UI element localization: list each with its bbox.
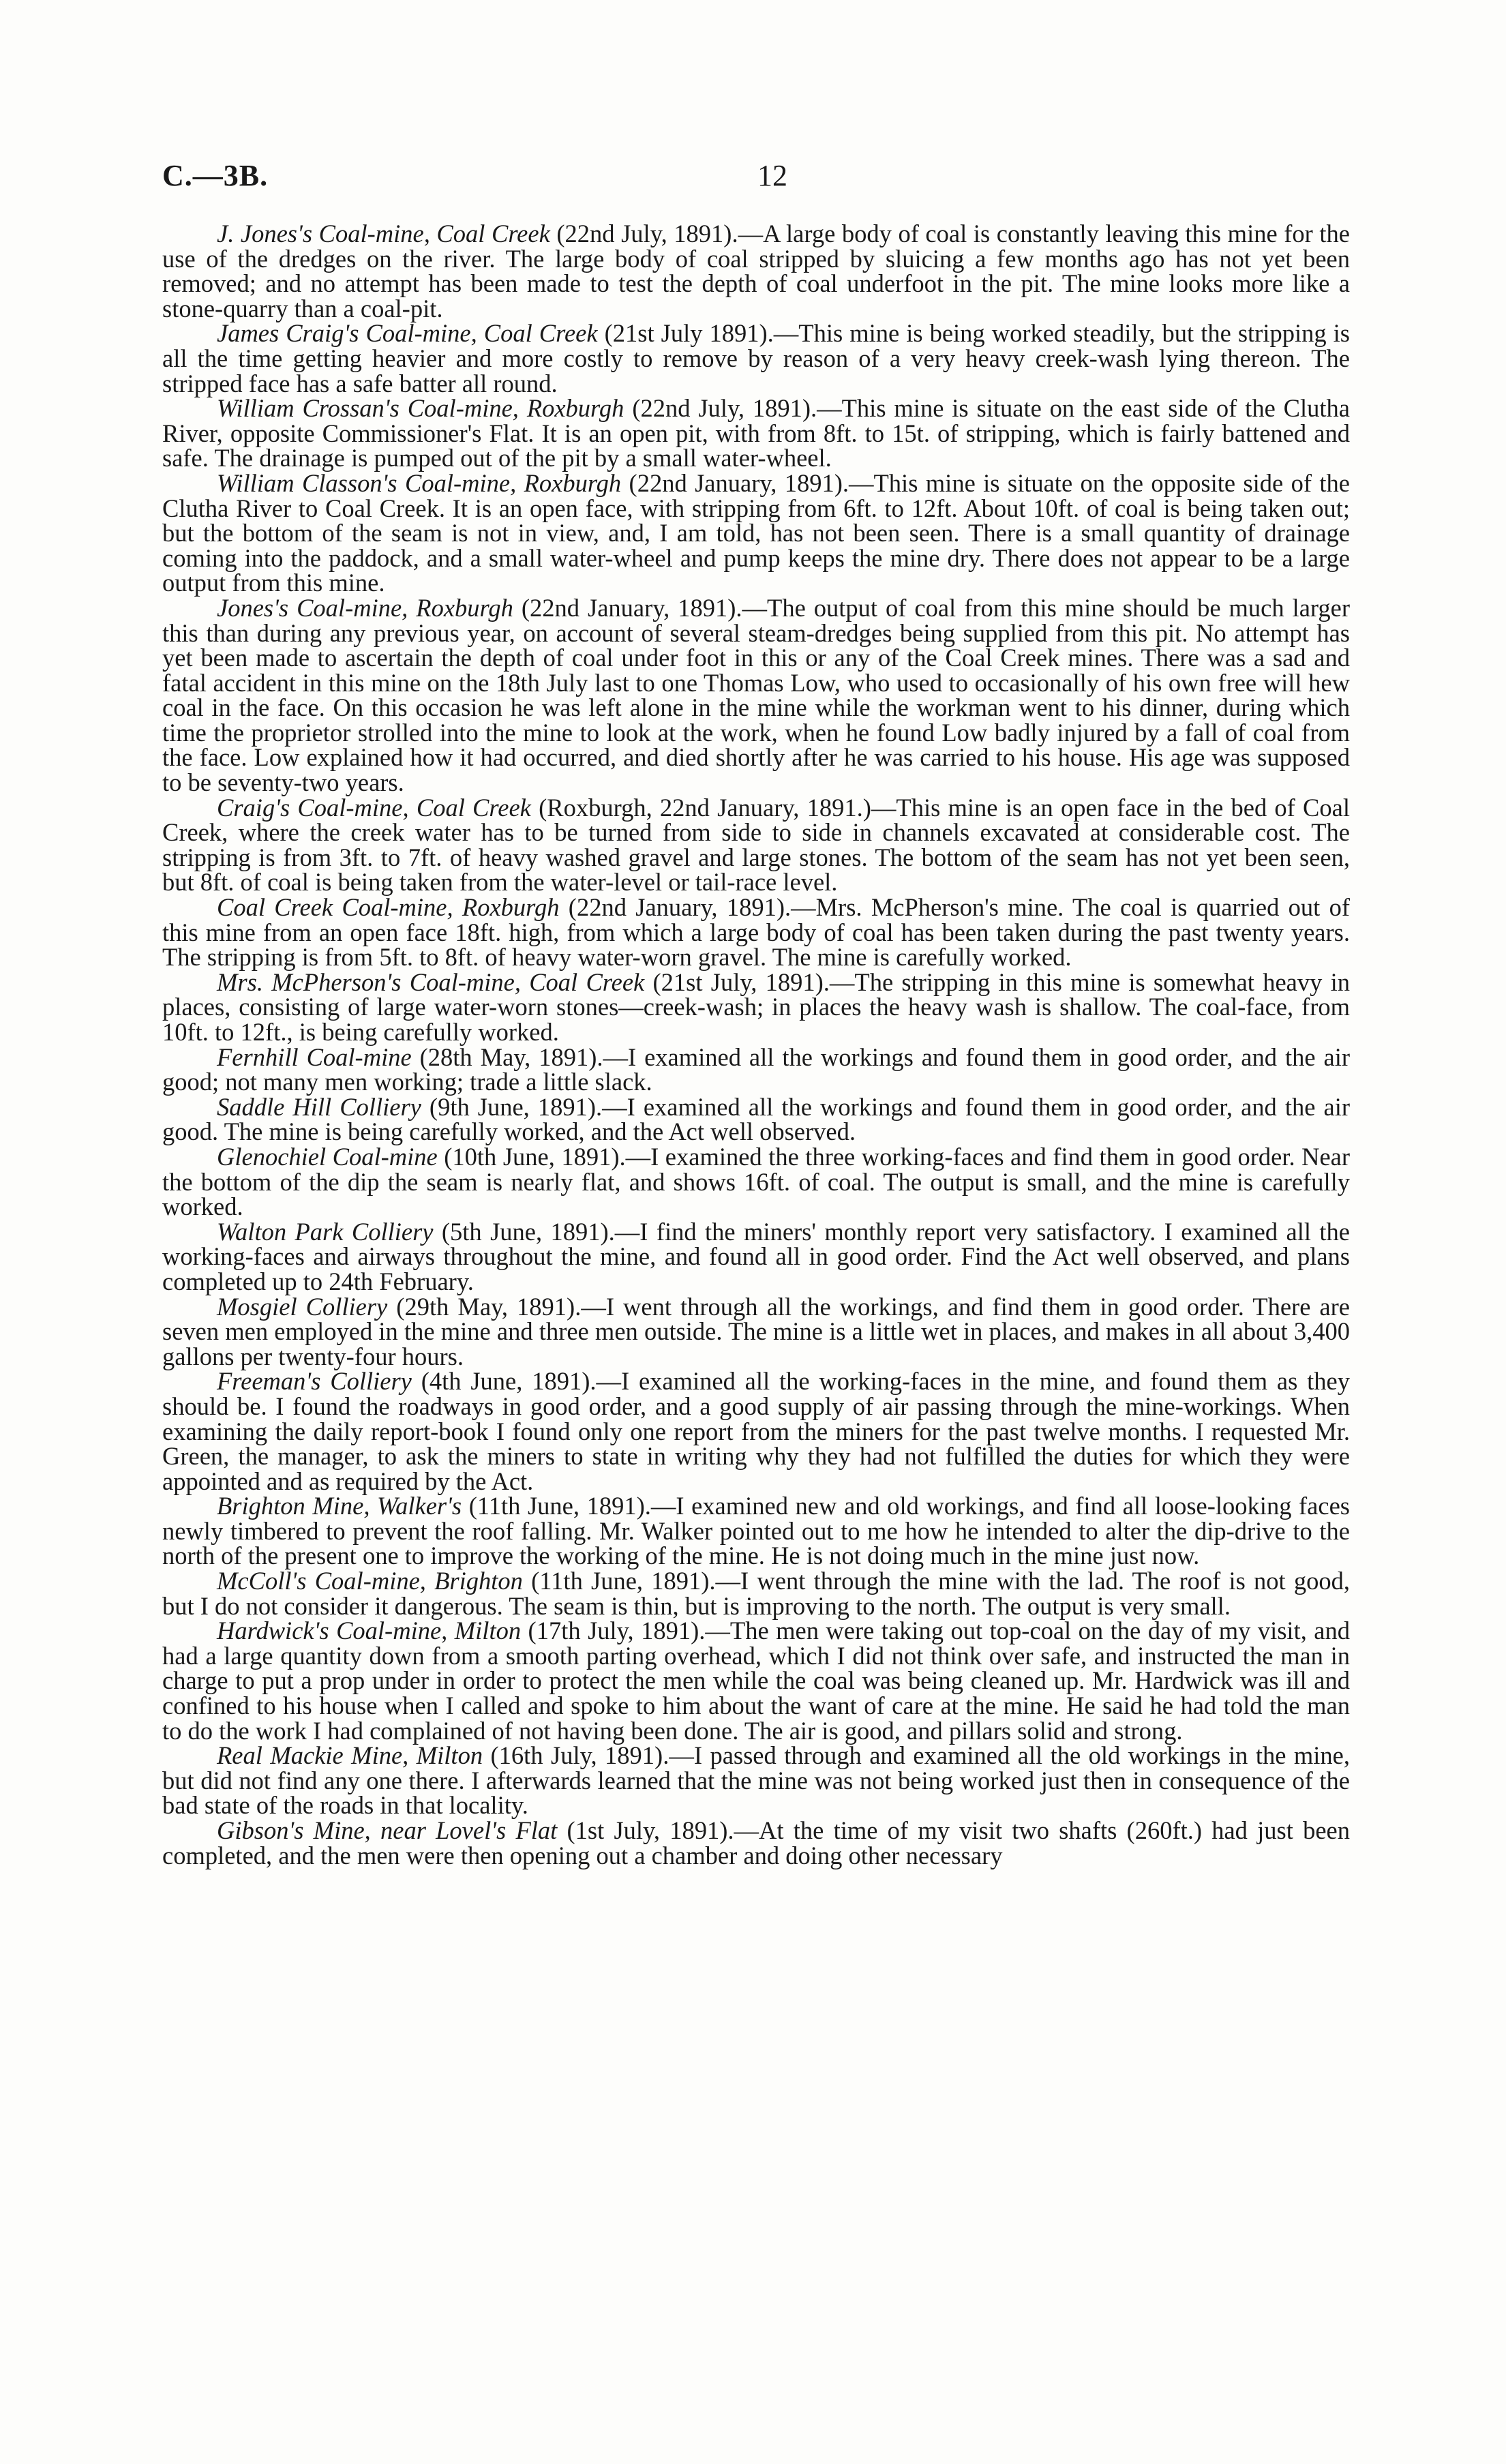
mine-entry <box>162 1142 1351 1221</box>
mine-title: J. Jones's Coal-mine, Coal Creek <box>217 220 550 247</box>
mine-title: Mosgiel Colliery <box>217 1292 388 1321</box>
mine-entry <box>162 593 1351 797</box>
mine-entry <box>162 1619 1350 1743</box>
mine-report: (29th May, 1891).—I went through all the workings, and find them in good order. There are seven men employed in the mine and three men outside. The mine is a little wet in places, and makes in all about 3,400 gallons per twenty-four hours. <box>162 1292 1350 1370</box>
mine-report: (22nd July, 1891).—A large body of coal is constantly leaving this mine for the use of the dredges on the river. The large body of coal stripped by sluicing a few months ago has not yet been removed; and no attempt has been made to test the depth of coal underfoot in the pit. The mine looks more like a stone-quarry than a coal-pit. <box>162 220 1350 322</box>
mine-report: (22nd January, 1891).—This mine is situate on the opposite side of the Clutha River to Coal Creek. It is an open face, with stripping from 6ft. to 12ft. About 10ft. of coal is being taken out; but the bottom of the seam is not in view, and, I am told, has not been seen. There is a small quantity of drainage coming into the paddock, and a small water-wheel and pump keeps the mine dry. There does not appear to be a large output from this mine. <box>162 468 1350 597</box>
mine-report: (21st July, 1891).—The stripping in this mine is somewhat heavy in places, consisting of large water-worn stones—creek-wash; in places the heavy wash is shallow. The coal-face, from 10ft. to 12ft., is being carefully worked. <box>162 967 1350 1046</box>
mine-title: William Crossan's Coal-mine, Roxburgh <box>217 394 624 423</box>
mine-title: Mrs. McPherson's Coal-mine, Coal Creek <box>217 967 645 996</box>
mine-report: (21st July 1891).—This mine is being worked steadily, but the stripping is all the time getting heavier and more costly to remove by reason of a very heavy creek-wash lying thereon. The stripped face has a safe batter all round. <box>162 319 1350 397</box>
mine-entry <box>162 967 1350 1046</box>
page-number: 12 <box>757 159 787 192</box>
mine-title: Real Mackie Mine, Milton <box>217 1741 483 1770</box>
mine-report: (11th June, 1891).—I examined new and old workings, and find all loose-looking faces newly timbered to prevent the roof falling. Mr. Walker pointed out to me how he intended to alter the dip-drive to the north of the present one to improve the working of the mine. He is not doing much in the mine just now. <box>162 1492 1350 1570</box>
mine-entry <box>162 1743 1350 1818</box>
mine-report: (28th May, 1891).—I examined all the workings and found them in good order, and the air good; not many men working; trade a little slack. <box>162 1042 1350 1096</box>
mine-entry <box>162 895 1350 970</box>
mine-entry <box>162 1217 1350 1295</box>
mine-entry <box>162 1092 1350 1146</box>
mine-report: (5th June, 1891).—I find the miners' monthly report very satisfactory. I examined all the working-faces and airways throughout the mine, and found all in good order. Find the Act well observed, and plans completed up to 24th February. <box>162 1217 1350 1295</box>
mine-title: Coal Creek Coal-mine, Roxburgh <box>217 893 560 922</box>
mine-title: Craig's Coal-mine, Coal Creek <box>217 793 531 822</box>
mine-entry <box>162 1369 1350 1494</box>
mine-entry <box>162 468 1350 597</box>
mine-report: (4th June, 1891).—I examined all the working-faces in the mine, and found them as they should be. I found the roadways in good order, and a good supply of air passing through the mine-workings. When examining the daily report-book I found only one report from the miners for the past twelve months. I requested Mr. Green, the manager, to ask the miners to state in writing why they had not fulfilled the duties for which they were appointed and as required by the Act. <box>162 1367 1350 1495</box>
mine-report: (22nd January, 1891).—Mrs. McPherson's mine. The coal is quarried out of this mine from an open face 18ft. high, from which a large body of coal has been taken during the past twenty years. The stripping is from 5ft. to 8ft. of heavy water-worn gravel. The mine is carefully worked. <box>162 893 1350 972</box>
mine-report: (9th June, 1891).—I examined all the workings and found them in good order, and the air good. The mine is being carefully worked, and the Act well observed. <box>162 1092 1350 1146</box>
mine-title: James Craig's Coal-mine, Coal Creek <box>217 319 598 348</box>
mine-title: Jones's Coal-mine, Roxburgh <box>217 593 513 622</box>
mine-title: Walton Park Colliery <box>217 1217 434 1246</box>
mine-title: Fernhill Coal-mine <box>217 1042 412 1071</box>
report-body <box>162 222 1350 1868</box>
mine-entry <box>162 1292 1350 1370</box>
mine-report: (16th July, 1891).—I passed through and examined all the old workings in the mine, but did not find any one there. I afterwards learned that the mine was not being worked just then in consequence of the bad state of the roads in that locality. <box>162 1741 1351 1820</box>
mine-entry <box>162 1818 1350 1868</box>
mine-entry <box>162 321 1350 396</box>
mine-report: (22nd January, 1891).—The output of coal from this mine should be much larger this than during any previous year, on account of several steam-dredges being supplied from this pit. No attempt has yet been made to ascertain the depth of coal under foot in this or any of the Coal Creek mines. There was a sad and fatal accident in this mine on the 18th July last to one Thomas Low, who used to occasionally of his own free will hew coal in the face. On this occasion he was left alone in the mine while the workman went to his dinner, during which time the proprietor strolled into the mine to look at the work, when he found Low badly injured by a fall of coal from the face. Low explained how it had occurred, and died shortly after he was carried to his house. His age was supposed to be seventy-two years. <box>162 593 1351 797</box>
mine-title: Saddle Hill Colliery <box>217 1092 421 1121</box>
mine-entry <box>162 1569 1350 1619</box>
mine-entry <box>162 793 1350 897</box>
mine-report: (11th June, 1891).—I went through the mine with the lad. The roof is not good, but I do not consider it dangerous. The seam is thin, but is improving to the north. The output is very small. <box>162 1567 1350 1620</box>
mine-entry <box>162 1042 1350 1096</box>
mine-report: (10th June, 1891).—I examined the three working-faces and find them in good order. Near the bottom of the dip the seam is nearly flat, and shows 16ft. of coal. The output is small, and the mine is carefully worked. <box>162 1142 1351 1221</box>
mine-report: (Roxburgh, 22nd January, 1891.)—This mine is an open face in the bed of Coal Creek, where the creek water has to be turned from side to side in channels excavated at considerable cost. The stripping is from 3ft. to 7ft. of heavy washed gravel and large stones. The bottom of the seam has not yet been seen, but 8ft. of coal is being taken from the water-level or tail-race level. <box>162 793 1350 897</box>
mine-title: William Classon's Coal-mine, Roxburgh <box>217 468 622 497</box>
mine-title: McColl's Coal-mine, Brighton <box>217 1567 523 1595</box>
mine-title: Glenochiel Coal-mine <box>217 1142 438 1171</box>
mine-entry <box>162 396 1350 471</box>
mine-report: (1st July, 1891).—At the time of my visit two shafts (260ft.) had just been completed, and the men were then opening out a chamber and doing other necessary <box>162 1816 1350 1869</box>
mine-title: Freeman's Colliery <box>217 1367 412 1396</box>
mine-report: (17th July, 1891).—The men were taking out top-coal on the day of my visit, and had a large quantity down from a smooth parting overhead, which I did not think over safe, and instructed the man in charge to put a prop under in order to protect the men while the coal was being cleaned up. Mr. Hardwick was ill and confined to his house when I called and spoke to him about the want of care at the mine. He said he had told the man to do the work I had complained of not having been done. The air is good, and pillars solid and strong. <box>162 1617 1350 1745</box>
mine-title: Hardwick's Coal-mine, Milton <box>217 1617 522 1645</box>
mine-title: Brighton Mine, Walker's <box>217 1492 462 1520</box>
mine-entry <box>162 222 1350 321</box>
mine-report: (22nd July, 1891).—This mine is situate on the east side of the Clutha River, opposite Commissioner's Flat. It is an open pit, with from 8ft. to 15t. of stripping, which is fairly battened and safe. The drainage is pumped out of the pit by a small water-wheel. <box>162 394 1350 472</box>
page-header <box>162 155 1349 196</box>
report-code: C.—3B. <box>162 159 269 192</box>
mine-title: Gibson's Mine, near Lovel's Flat <box>217 1816 558 1844</box>
mine-entry <box>162 1494 1350 1569</box>
